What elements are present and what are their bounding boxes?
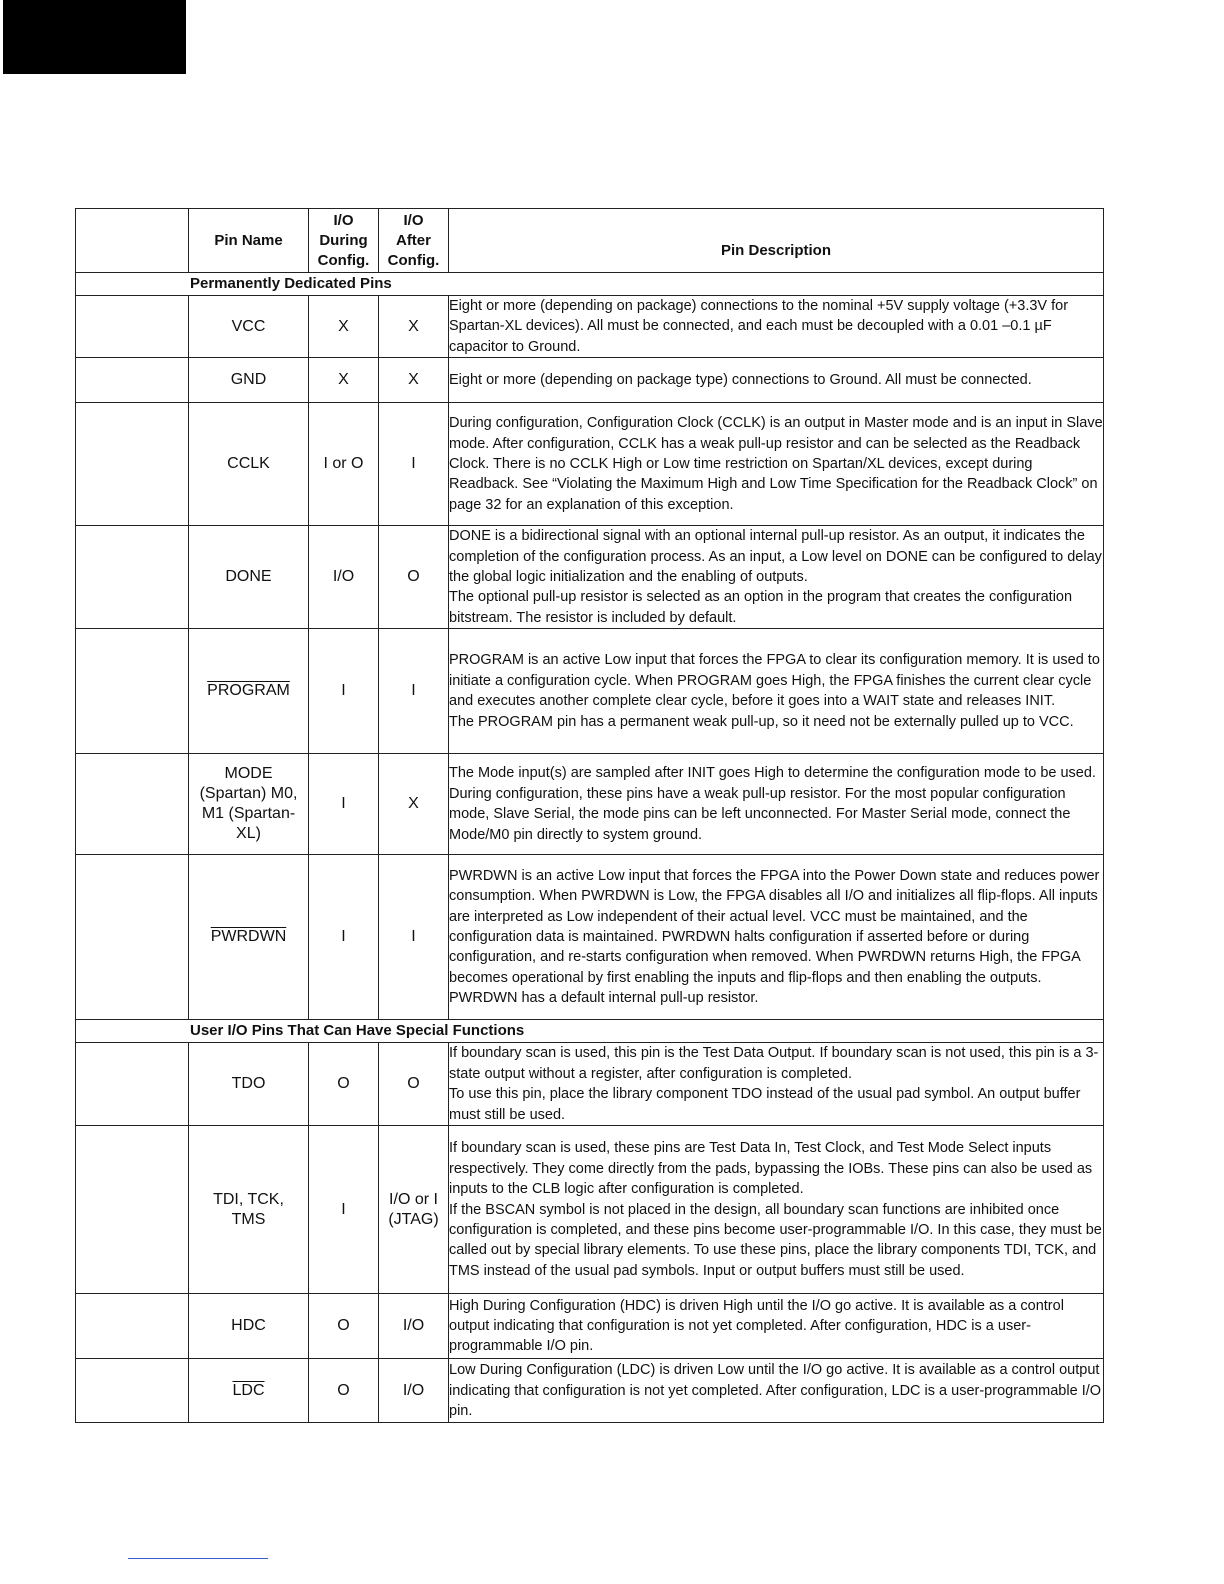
pin-description: Eight or more (depending on package type) connections to Ground. All must be connected. <box>449 358 1104 403</box>
header-io-after: I/O After Config. <box>379 209 449 273</box>
header-row <box>76 209 1104 273</box>
table-row <box>76 358 1104 403</box>
io-after: O <box>379 1043 449 1126</box>
pin-name: TDI, TCK, TMS <box>189 1126 309 1294</box>
io-after: X <box>379 358 449 403</box>
pin-description: The Mode input(s) are sampled after INIT goes High to determine the configuration mode to be used. During configuration, these pins have a weak pull-up resistor. For the most popular configuration mode, Slave Serial, the mode pins can be left unconnected. For Master Serial mode, connect the Mode/M0 pin directly to system ground. <box>449 754 1104 855</box>
io-during: O <box>309 1043 379 1126</box>
footer-link-underline <box>128 1558 268 1559</box>
pin-name: DONE <box>189 526 309 629</box>
pin-description: PROGRAM is an active Low input that forces the FPGA to clear its configuration memory. It is used to initiate a configuration cycle. When PROGRAM goes High, the FPGA finishes the current clear cycle and executes another complete clear cycle, before it goes into a WAIT state and releases INIT. The PROGRAM pin has a permanent weak pull-up, so it need not be externally pulled up to VCC. <box>449 629 1104 754</box>
header-blank <box>76 209 189 273</box>
pin-description: DONE is a bidirectional signal with an optional internal pull-up resistor. As an output, it indicates the completion of the configuration process. As an input, a Low level on DONE can be configured to delay the global logic initialization and the enabling of outputs. The optional pull-up resistor is selected as an option in the program that creates the configuration bitstream. The resistor is included by default. <box>449 526 1104 629</box>
io-during: X <box>309 296 379 358</box>
pin-description: Low During Configuration (LDC) is driven Low until the I/O go active. It is available as a control output indicating that configuration is not yet completed. After configuration, LDC is a user-programmable I/O pin. <box>449 1359 1104 1423</box>
header-pin-description: Pin Description <box>449 209 1104 273</box>
io-after: X <box>379 754 449 855</box>
pin-name: VCC <box>189 296 309 358</box>
pin-name: GND <box>189 358 309 403</box>
table-row <box>76 855 1104 1020</box>
table-row <box>76 296 1104 358</box>
section-title: Permanently Dedicated Pins <box>76 273 1104 296</box>
table-row <box>76 1126 1104 1294</box>
io-after: I <box>379 403 449 526</box>
table-row <box>76 1043 1104 1126</box>
pin-name: PWRDWN <box>189 855 309 1020</box>
header-pin-name: Pin Name <box>189 209 309 273</box>
header-io-during: I/O During Config. <box>309 209 379 273</box>
io-after: I/O <box>379 1294 449 1359</box>
pin-description: High During Configuration (HDC) is driven High until the I/O go active. It is available as a control output indicating that configuration is not yet completed. After configuration, HDC is a user-programmable I/O pin. <box>449 1294 1104 1359</box>
pin-name: HDC <box>189 1294 309 1359</box>
io-during: O <box>309 1294 379 1359</box>
pin-name: $\overline{LDC}$ <box>189 1359 309 1423</box>
io-after: I/O <box>379 1359 449 1423</box>
io-after: I <box>379 855 449 1020</box>
io-during: I or O <box>309 403 379 526</box>
io-after: O <box>379 526 449 629</box>
pin-description: PWRDWN is an active Low input that forces the FPGA into the Power Down state and reduces power consumption. When PWRDWN is Low, the FPGA disables all I/O and initializes all flip-flops. All inputs are interpreted as Low independent of their actual level. VCC must be maintained, and the configuration data is maintained. PWRDWN halts configuration if asserted before or during configuration, and re-starts configuration when removed. When PWRDWN returns High, the FPGA becomes operational by first enabling the inputs and flip-flops and then enabling the outputs. PWRDWN has a default internal pull-up resistor. <box>449 855 1104 1020</box>
pin-description: During configuration, Configuration Clock (CCLK) is an output in Master mode and is an input in Slave mode. After configuration, CCLK has a weak pull-up resistor and can be selected as the Readback Clock. There is no CCLK High or Low time restriction on Spartan/XL devices, except during Readback. See “Violating the Maximum High and Low Time Specification for the Readback Clock” on page 32 for an explanation of this exception. <box>449 403 1104 526</box>
corner-black-block <box>3 0 186 74</box>
io-during: X <box>309 358 379 403</box>
io-during: O <box>309 1359 379 1423</box>
pin-description: If boundary scan is used, this pin is the Test Data Output. If boundary scan is not used, this pin is a 3-state output without a register, after configuration is completed. To use this pin, place the library component TDO instead of the usual pad symbol. An output buffer must still be used. <box>449 1043 1104 1126</box>
table-row <box>76 1359 1104 1423</box>
table-row <box>76 754 1104 855</box>
pin-name: TDO <box>189 1043 309 1126</box>
io-after: X <box>379 296 449 358</box>
table-row <box>76 403 1104 526</box>
pin-description: Eight or more (depending on package) connections to the nominal +5V supply voltage (+3.3V for Spartan-XL devices). All must be connected, and each must be decoupled with a 0.01 –0.1 µF capacitor to Ground. <box>449 296 1104 358</box>
table-row <box>76 526 1104 629</box>
pin-name: MODE (Spartan) M0, M1 (Spartan-XL) <box>189 754 309 855</box>
table-row <box>76 629 1104 754</box>
table-row <box>76 1294 1104 1359</box>
io-after: I/O or I (JTAG) <box>379 1126 449 1294</box>
section-row <box>76 1020 1104 1043</box>
pin-name: CCLK <box>189 403 309 526</box>
io-during: I <box>309 855 379 1020</box>
io-during: I <box>309 1126 379 1294</box>
section-row <box>76 273 1104 296</box>
section-title: User I/O Pins That Can Have Special Functions <box>76 1020 1104 1043</box>
io-during: I <box>309 754 379 855</box>
io-after: I <box>379 629 449 754</box>
io-during: I <box>309 629 379 754</box>
pin-description-table <box>75 208 1104 1423</box>
pin-description: If boundary scan is used, these pins are Test Data In, Test Clock, and Test Mode Select inputs respectively. They come directly from the pads, bypassing the IOBs. These pins can also be used as inputs to the CLB logic after configuration is completed. If the BSCAN symbol is not placed in the design, all boundary scan functions are inhibited once configuration is completed, and these pins become user-programmable I/O. In this case, they must be called out by special library elements. To use these pins, place the library components TDI, TCK, and TMS instead of the usual pad symbols. Input or output buffers must still be used. <box>449 1126 1104 1294</box>
io-during: I/O <box>309 526 379 629</box>
pin-name: PROGRAM <box>189 629 309 754</box>
